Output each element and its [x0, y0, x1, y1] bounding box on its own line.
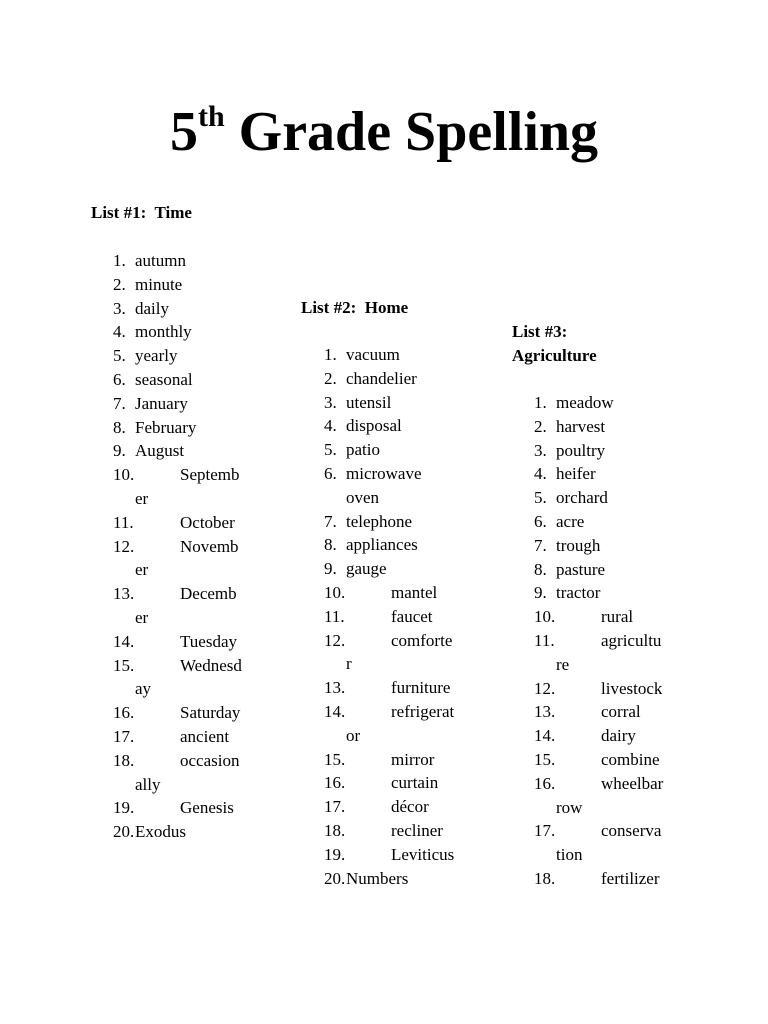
list-item-word: fertilizer	[601, 868, 660, 888]
list-item-word: utensil	[346, 392, 392, 412]
list-item	[113, 773, 283, 797]
list-item-number: 15.	[113, 655, 135, 675]
list-item-word: Decemb	[180, 584, 237, 604]
list-item	[324, 510, 494, 534]
list-item-number: 18.	[113, 750, 135, 770]
list-item	[324, 391, 494, 415]
list-item-word: combine	[601, 749, 660, 769]
list-item-word: telephone	[346, 511, 413, 531]
list-item	[324, 676, 494, 700]
list-item-word: heifer	[556, 464, 596, 484]
list-item-number: 12.	[113, 536, 135, 556]
list-item-word: or	[346, 725, 361, 745]
list-item	[324, 343, 494, 367]
list-item-word: wheelbar	[601, 773, 664, 793]
list-item	[324, 867, 494, 891]
list-item	[113, 273, 283, 297]
list-item	[324, 557, 494, 581]
list-item	[113, 701, 283, 725]
list-item	[113, 320, 283, 344]
list-item-number: 2.	[534, 416, 547, 436]
list-item-word: February	[135, 417, 197, 437]
list-item	[324, 629, 494, 653]
list-item-number: 16.	[534, 773, 556, 793]
list-item	[113, 796, 283, 820]
list-item-number: 11.	[113, 512, 134, 532]
list-item-number: 12.	[324, 630, 346, 650]
list-item-word: Genesis	[180, 798, 234, 818]
list-item-number: 10.	[113, 465, 135, 485]
list-item-word: décor	[391, 797, 429, 817]
list-item	[534, 558, 704, 582]
list-item-word: Tuesday	[180, 631, 237, 651]
list-item-word: yearly	[135, 346, 178, 366]
page-title	[0, 98, 768, 175]
list-item-number: 14.	[534, 726, 556, 746]
list-item	[534, 724, 704, 748]
list-item-word: ally	[135, 774, 161, 794]
list-item-number: 19.	[324, 844, 346, 864]
list-item-word: chandelier	[346, 368, 417, 388]
list-item-number: 3.	[534, 440, 547, 460]
list-item	[113, 392, 283, 416]
list-item-word: er	[135, 488, 149, 508]
list-item-word: curtain	[391, 773, 439, 793]
title-superscript: th	[197, 100, 225, 133]
list-item-word: poultry	[556, 440, 606, 460]
list-item-number: 19.	[113, 798, 135, 818]
list-item	[113, 439, 283, 463]
list-item-number: 18.	[534, 868, 556, 888]
list-item-word: dairy	[601, 726, 636, 746]
list-item-number: 14.	[324, 701, 346, 721]
list-item-number: 11.	[324, 606, 345, 626]
list-item-number: 2.	[113, 274, 126, 294]
list-item-word: trough	[556, 535, 601, 555]
list-item-word: Novemb	[180, 536, 239, 556]
list-item-number: 12.	[534, 678, 556, 698]
list-item	[113, 463, 283, 487]
list-item-number: 5.	[324, 440, 337, 460]
list-item-number: 6.	[534, 511, 547, 531]
list-item-word: microwave	[346, 463, 422, 483]
list-item-number: 17.	[113, 726, 135, 746]
list-item	[534, 700, 704, 724]
list-item-word: er	[135, 560, 149, 580]
list-item-number: 16.	[113, 703, 135, 723]
list-item-word: corral	[601, 702, 641, 722]
list-item	[324, 438, 494, 462]
list-item-number: 14.	[113, 631, 135, 651]
list-item-word: August	[135, 441, 185, 461]
list-item-word: tractor	[556, 583, 601, 603]
list-item-number: 15.	[534, 749, 556, 769]
list-item-word: rural	[601, 607, 634, 627]
list-item-word: faucet	[391, 606, 433, 626]
list-item-word: mantel	[391, 582, 438, 602]
list-item	[113, 344, 283, 368]
list-item-number: 8.	[113, 417, 126, 437]
list-2-heading: List #2: Home	[301, 298, 409, 317]
list-item-number: 3.	[113, 298, 126, 318]
list-item	[113, 630, 283, 654]
list-item-word: monthly	[135, 322, 192, 342]
list-3-heading: List #3: Agriculture	[512, 322, 597, 365]
list-item-word: appliances	[346, 535, 418, 555]
list-item-number: 3.	[324, 392, 337, 412]
list-item-word: ay	[135, 679, 152, 699]
list-item	[534, 796, 704, 820]
list-item-number: 2.	[324, 368, 337, 388]
list-item-number: 1.	[324, 345, 337, 364]
list-item	[534, 653, 704, 677]
list-item	[534, 510, 704, 534]
list-3-words	[534, 391, 704, 891]
list-item	[324, 462, 494, 486]
list-item	[324, 581, 494, 605]
list-item-word: oven	[346, 487, 380, 507]
list-item	[113, 725, 283, 749]
list-item-word: harvest	[556, 416, 606, 436]
list-item	[534, 629, 704, 653]
list-item	[324, 605, 494, 629]
list-item	[113, 677, 283, 701]
list-2-words	[324, 343, 494, 890]
list-item	[324, 724, 494, 748]
list-item-word: conserva	[601, 821, 662, 841]
list-item	[113, 558, 283, 582]
list-item	[324, 652, 494, 676]
list-item-word: r	[346, 654, 352, 674]
list-item-number: 1.	[113, 251, 126, 270]
list-item-number: 7.	[534, 535, 547, 555]
list-item	[113, 416, 283, 440]
list-item-number: 8.	[324, 535, 337, 555]
list-item-word: disposal	[346, 416, 402, 436]
list-item-number: 17.	[324, 797, 346, 817]
list-item	[534, 677, 704, 701]
list-item	[534, 534, 704, 558]
list-item	[534, 772, 704, 796]
list-item-number: 7.	[113, 393, 126, 413]
list-item-number: 16.	[324, 773, 346, 793]
list-item	[113, 535, 283, 559]
list-item-word: refrigerat	[391, 701, 455, 721]
list-item-word: row	[556, 797, 583, 817]
list-item-number: 4.	[534, 464, 547, 484]
list-item-word: January	[135, 393, 188, 413]
list-item	[113, 749, 283, 773]
list-item	[113, 487, 283, 511]
list-1-words	[113, 249, 283, 844]
list-item	[534, 581, 704, 605]
list-item-word: Septemb	[180, 465, 240, 485]
list-item-word: er	[135, 607, 149, 627]
list-item-word: Numbers	[346, 868, 409, 888]
list-item-number: 18.	[324, 820, 346, 840]
list-item	[534, 391, 704, 415]
list-item-word: tion	[556, 845, 583, 865]
list-item	[324, 414, 494, 438]
list-item	[324, 367, 494, 391]
list-item-number: 1.	[534, 393, 547, 412]
list-item	[534, 462, 704, 486]
list-item	[324, 819, 494, 843]
list-item	[113, 368, 283, 392]
list-item-word: ancient	[180, 726, 230, 746]
list-item-word: Leviticus	[391, 844, 455, 864]
title-text: Grade Spelling	[224, 101, 599, 163]
list-item	[534, 439, 704, 463]
title-number: 5	[169, 101, 198, 163]
list-item-word: acre	[556, 511, 585, 531]
list-item	[113, 297, 283, 321]
list-item-word: daily	[135, 298, 169, 318]
list-item	[534, 415, 704, 439]
list-item	[113, 582, 283, 606]
list-item-word: furniture	[391, 678, 451, 698]
list-item	[324, 748, 494, 772]
list-item-word: Wednesd	[180, 655, 242, 675]
list-item-number: 9.	[324, 559, 337, 579]
list-item-word: October	[180, 512, 235, 532]
list-item-number: 5.	[113, 346, 126, 366]
list-item-number: 15.	[324, 749, 346, 769]
list-item-word: occasion	[180, 750, 240, 770]
list-item-number: 20.	[113, 822, 135, 842]
list-item-word: minute	[135, 274, 183, 294]
list-item-word: meadow	[556, 393, 614, 412]
list-item-number: 5.	[534, 488, 547, 508]
list-item	[113, 511, 283, 535]
list-item	[113, 820, 283, 844]
list-item	[534, 748, 704, 772]
list-item-number: 17.	[534, 821, 556, 841]
list-item	[113, 654, 283, 678]
list-item-number: 13.	[534, 702, 556, 722]
list-item-word: mirror	[391, 749, 435, 769]
list-item	[113, 606, 283, 630]
list-item-word: Saturday	[180, 703, 241, 723]
list-item-number: 11.	[534, 630, 555, 650]
list-item-word: orchard	[556, 488, 608, 508]
list-item	[324, 843, 494, 867]
list-item-word: agricultu	[601, 630, 662, 650]
list-item	[534, 867, 704, 891]
list-item-word: seasonal	[135, 369, 193, 389]
list-item-word: pasture	[556, 559, 606, 579]
list-item	[324, 795, 494, 819]
list-item	[534, 843, 704, 867]
list-item	[324, 700, 494, 724]
list-item-number: 6.	[324, 463, 337, 483]
list-item-number: 10.	[324, 582, 346, 602]
list-item	[534, 486, 704, 510]
list-item-word: re	[556, 654, 570, 674]
list-item-word: autumn	[135, 251, 186, 270]
list-item-number: 8.	[534, 559, 547, 579]
list-item-number: 9.	[534, 583, 547, 603]
list-item-word: patio	[346, 440, 380, 460]
list-item	[324, 771, 494, 795]
list-item	[113, 249, 283, 273]
list-item-number: 13.	[324, 678, 346, 698]
list-item-number: 10.	[534, 607, 556, 627]
list-item-word: recliner	[391, 820, 443, 840]
list-item-word: vacuum	[346, 345, 400, 364]
list-item-word: Exodus	[135, 822, 186, 842]
list-item	[534, 605, 704, 629]
list-item-word: gauge	[346, 559, 387, 579]
list-item-number: 9.	[113, 441, 126, 461]
list-item	[324, 533, 494, 557]
list-1-heading: List #1: Time	[91, 203, 192, 222]
list-item-number: 20.	[324, 868, 346, 888]
list-item-word: comforte	[391, 630, 453, 650]
list-item	[324, 486, 494, 510]
list-item-number: 4.	[113, 322, 126, 342]
list-item-number: 7.	[324, 511, 337, 531]
list-item-number: 4.	[324, 416, 337, 436]
list-item-number: 6.	[113, 369, 126, 389]
list-item-number: 13.	[113, 584, 135, 604]
list-item-word: livestock	[601, 678, 663, 698]
list-item	[534, 819, 704, 843]
